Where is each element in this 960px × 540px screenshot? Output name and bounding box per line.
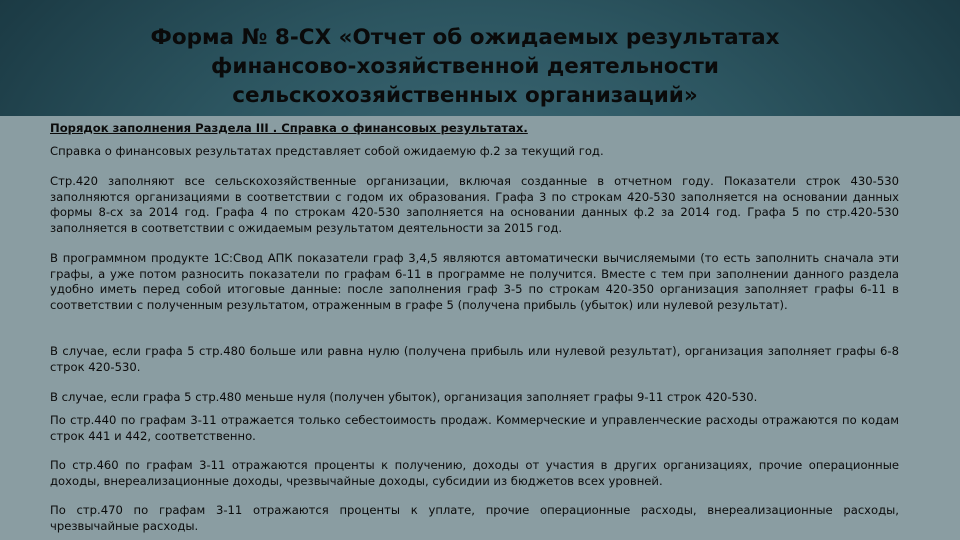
paragraph: В случае, если графа 5 стр.480 больше или равна нулю (получена прибыль или нулевой результат), организация заполняет графы 6-8 строк 420-530. <box>50 344 899 374</box>
paragraph: По стр.470 по графам 3-11 отражаются проценты к уплате, прочие операционные расходы, внереализационные расходы, чрезвычайные расходы. <box>50 503 899 533</box>
paragraph: Стр.420 заполняют все сельскохозяйственные организации, включая созданные в отчетном году. Показатели строк 430-530 заполняются организациями в соответствии с годом их образования. Графа 3 по строкам 420-530 заполняется на основании данных формы 8-сх за 2014 год. Графа 4 по строкам 420-530 заполняется на основании данных ф.2 за 2014 год. Графа 5 по стр.420-530 заполняется в соответствии с ожидаемым результатом деятельности за 2015 год. <box>50 174 899 235</box>
paragraph: Справка о финансовых результатах представляет собой ожидаемую ф.2 за текущий год. <box>50 144 604 158</box>
slide-title <box>95 23 835 110</box>
section-subtitle: Порядок заполнения Раздела III . Справка о финансовых результатах. <box>50 121 528 135</box>
title-line: Форма № 8-СХ «Отчет об ожидаемых результатах <box>150 25 780 50</box>
paragraph: По стр.440 по графам 3-11 отражается только себестоимость продаж. Коммерческие и управленческие расходы отражаются по кодам строк 441 и 442, соответственно. <box>50 413 899 443</box>
paragraph: В программном продукте 1С:Свод АПК показатели граф 3,4,5 являются автоматически вычисляемыми (то есть заполнить сначала эти графы, а уже потом разносить показатели по графам 6-11 в программе не получится. Вместе с тем при заполнении данного раздела удобно иметь перед собой итоговые данные: после заполнения граф 3-5 по строкам 420-350 организация заполняет графы 6-11 в соответствии с полученным результатом, отраженным в графе 5 (получена прибыль (убыток) или нулевой результат). <box>50 251 899 312</box>
title-line: финансово-хозяйственной деятельности <box>211 54 719 79</box>
title-line: сельскохозяйственных организаций» <box>232 83 698 108</box>
paragraph: По стр.460 по графам 3-11 отражаются проценты к получению, доходы от участия в других организациях, прочие операционные доходы, внереализационные доходы, чрезвычайные доходы, субсидии из бюджетов всех уровней. <box>50 458 899 488</box>
paragraph: В случае, если графа 5 стр.480 меньше нуля (получен убыток), организация заполняет графы 9-11 строк 420-530. <box>50 390 758 404</box>
